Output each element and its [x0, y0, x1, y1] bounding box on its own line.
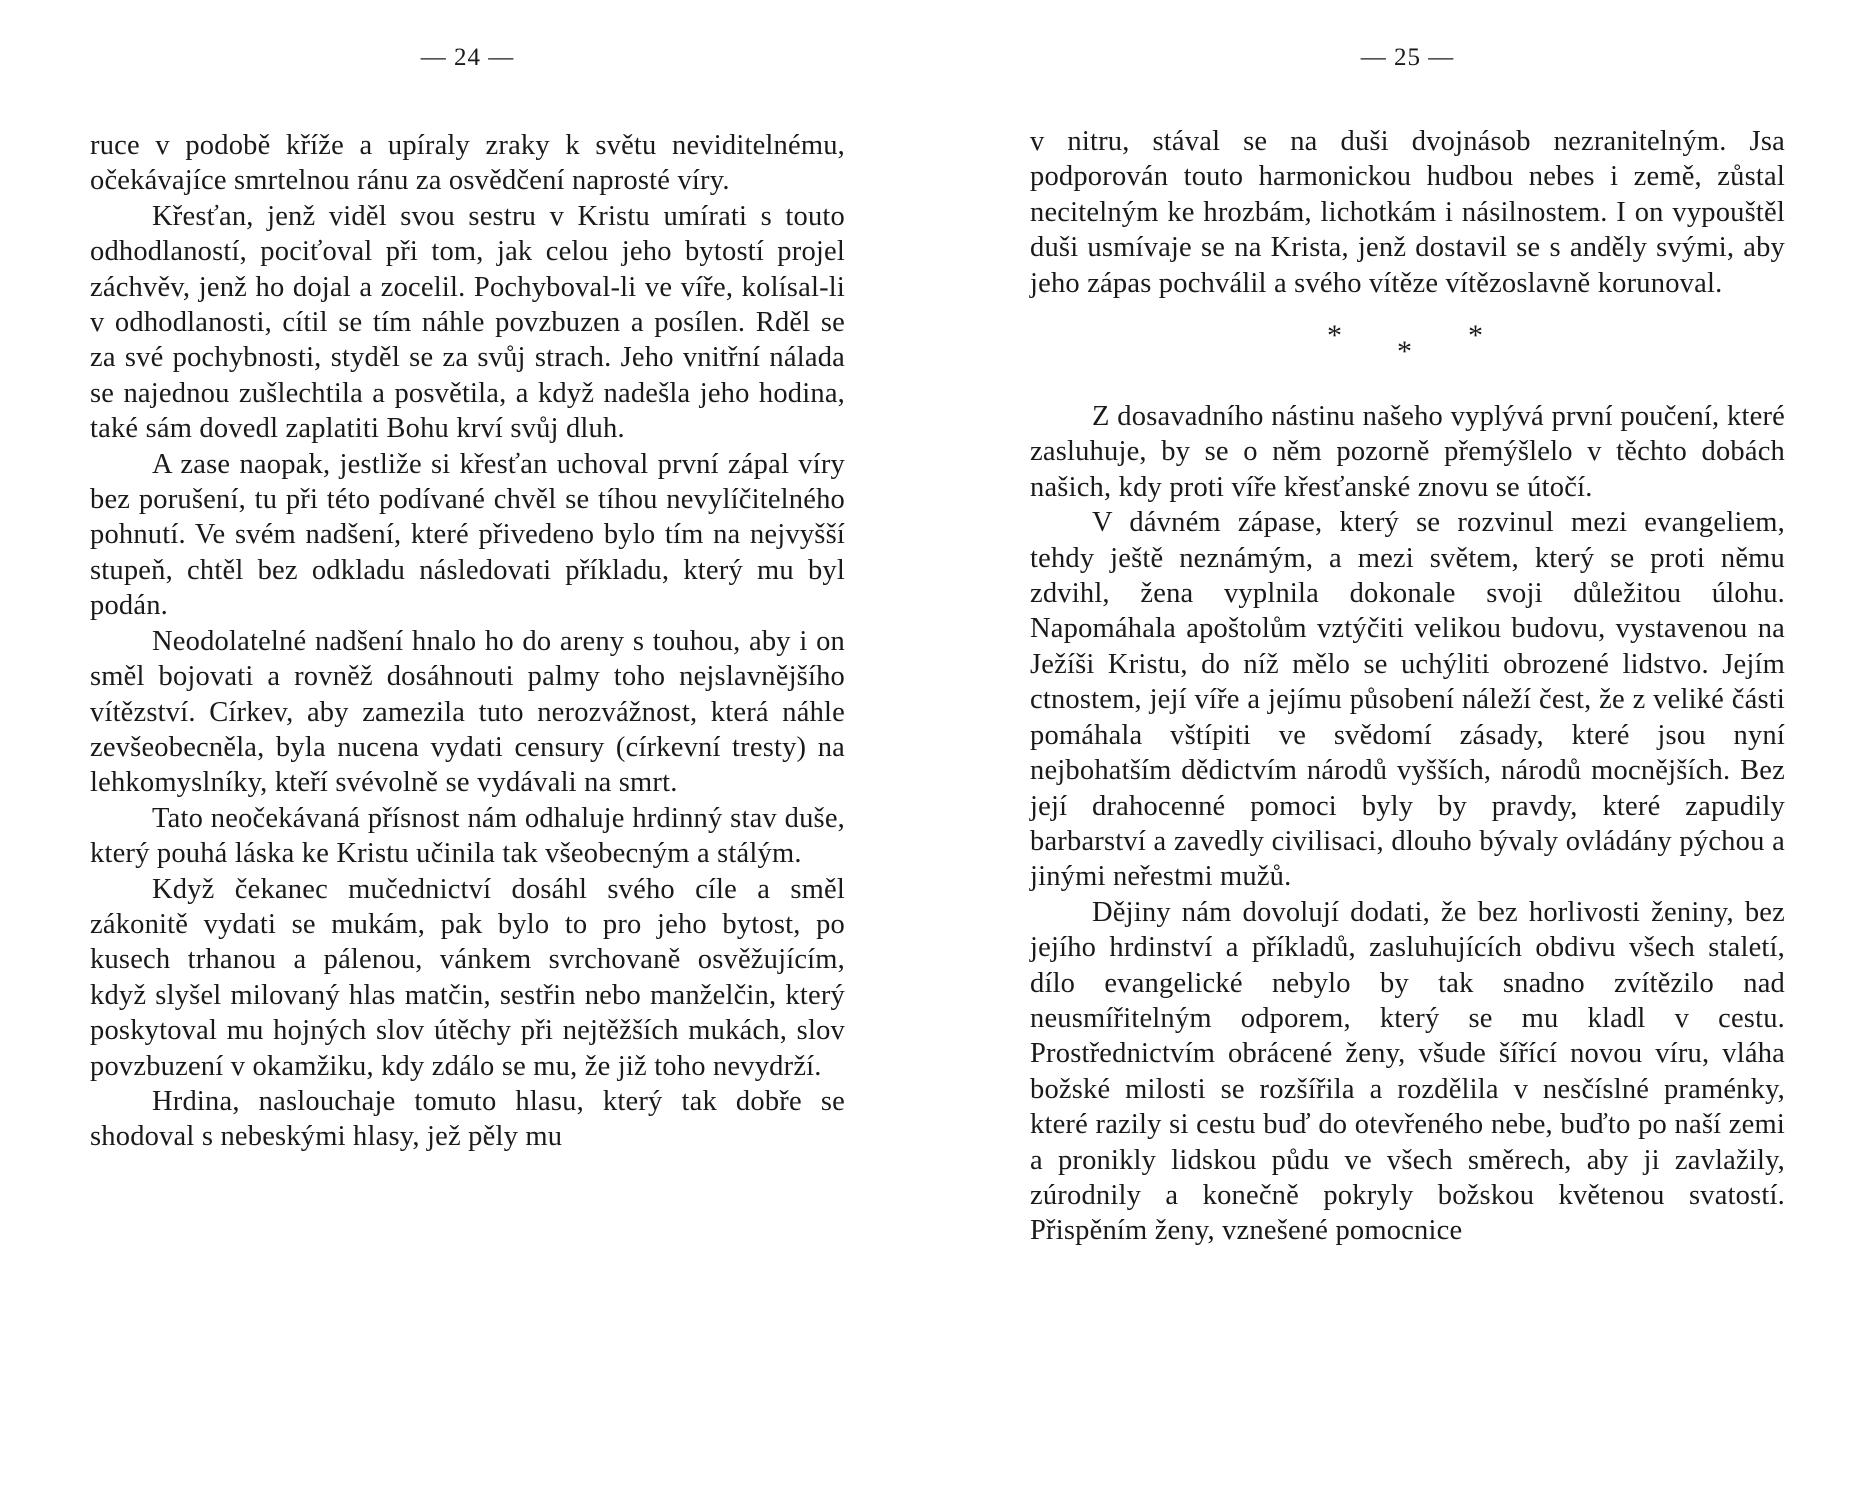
paragraph: Z dosavadního nástinu našeho vyplývá první poučení, které zasluhuje, by se o něm pozorně přemýšlelo v těchto dobách našich, kdy proti víře křesťanské znovu se útočí. [1030, 401, 1785, 503]
left-page-text [90, 128, 845, 1155]
paragraph: A zase naopak, jestliže si křesťan uchoval první zápal víry bez porušení, tu při této podívané chvěl se tíhou nevylíčitelného pohnutí. Ve svém nadšení, které přivedeno bylo tím na nejvyšší stupeň, chtěl bez odkladu následovati příkladu, který mu byl podán. [90, 448, 845, 622]
paragraph: Neodolatelné nadšení hnalo ho do areny s touhou, aby i on směl bojovati a rovněž dosáhnouti palmy toho nejslavnějšího vítězství. Církev, aby zamezila tuto nerozvážnost, která náhle zevšeobecněla, byla nucena vydati censury (církevní tresty) na lehkomyslníky, kteří svévolně se vydávali na smrt. [90, 625, 845, 799]
page-number-left: — 24 — [420, 44, 515, 71]
paragraph-continues: Hrdina, naslouchaje tomuto hlasu, který tak dobře se shodoval s nebeskými hlasy, jež pěly mu [90, 1085, 845, 1153]
section-break-asterism [1030, 301, 1785, 399]
asterisk-3: * [1468, 319, 1483, 353]
paragraph-continued: v nitru, stával se na duši dvojnásob nezranitelným. Jsa podporován touto harmonickou hudbou nebes i země, zůstal necitelným ke hrozbám, lichotkám i násilnostem. I on vypouštěl duši usmívaje se na Krista, jenž dostavil se s anděly svými, aby jeho zápas pochválil a svého vítěze vítězoslavně korunoval. [1030, 126, 1785, 299]
page-number-right: — 25 — [1360, 44, 1455, 71]
right-page [1030, 0, 1785, 1500]
right-page-text [1030, 124, 1785, 1249]
paragraph: Tato neočekávaná přísnost nám odhaluje hrdinný stav duše, který pouhá láska ke Kristu učinila tak všeobecným a stálým. [90, 802, 845, 870]
asterisk-2: * [1397, 335, 1412, 369]
paragraph-continues: Dějiny nám dovolují dodati, že bez horlivosti ženiny, bez jejího hrdinství a příkladů, zasluhujících obdivu všech staletí, dílo evangelické nebylo by tak snadno zvítězilo nad neusmířitelným odporem, který se mu kladl v cestu. Prostřednictvím obrácené ženy, všude šířící novou víru, vláha božské milosti se rozšířila a rozdělila v nesčíslné praménky, které razily si cestu buď do otevřeného nebe, buďto po naší zemi a pronikly lidskou půdu ve všech směrech, aby ji zavlažily, zúrodnily a konečně pokryly božskou květenou svatostí. Přispěním ženy, vznešené pomocnice [1030, 896, 1785, 1247]
paragraph-continued: ruce v podobě kříže a upíraly zraky k světu neviditelnému, očekávajíce smrtelnou ránu za osvědčení naprosté víry. [90, 130, 845, 197]
asterisk-1: * [1327, 319, 1342, 353]
left-page [90, 0, 845, 1500]
paragraph: Když čekanec mučednictví dosáhl svého cíle a směl zákonitě vydati se mukám, pak bylo to pro jeho bytost, po kusech trhanou a pálenou, vánkem svrchovaně osvěžujícím, když slyšel milovaný hlas matčin, sestřin nebo manželčin, který poskytoval mu hojných slov útěchy při nejtěžších mukách, slov povzbuzení v okamžiku, kdy zdálo se mu, že již toho nevydrží. [90, 873, 845, 1082]
paragraph: V dávném zápase, který se rozvinul mezi evangeliem, tehdy ještě neznámým, a mezi světem, který se proti němu zdvihl, žena vyplnila dokonale svoji důležitou úlohu. Napomáhala apoštolům vztýčiti velikou budovu, vystavenou na Ježíši Kristu, do níž mělo se uchýliti obrozené lidstvo. Jejím ctnostem, její víře a jejímu působení náleží čest, že z veliké části pomáhala vštípiti ve svědomí zásady, které jsou nyní nejbohatším dědictvím národů vyšších, národů mocnějších. Bez její drahocenné pomoci byly by pravdy, které zapudily barbarství a zavedly civilisaci, dlouho bývaly ovládány pýchou a jinými neřestmi mužů. [1030, 507, 1785, 893]
paragraph: Křesťan, jenž viděl svou sestru v Kristu umírati s touto odhodlaností, pociťoval při tom, jak celou jeho bytostí projel záchvěv, jenž ho dojal a zocelil. Pochyboval-li ve víře, kolísal-li v odhodlanosti, cítil se tím náhle povzbuzen a posílen. Rděl se za své pochybnosti, styděl se za svůj strach. Jeho vnitřní nálada se najednou zušlechtila a posvětila, a když nadešla jeho hodina, také sám dovedl zaplatiti Bohu krví svůj dluh. [90, 200, 845, 445]
